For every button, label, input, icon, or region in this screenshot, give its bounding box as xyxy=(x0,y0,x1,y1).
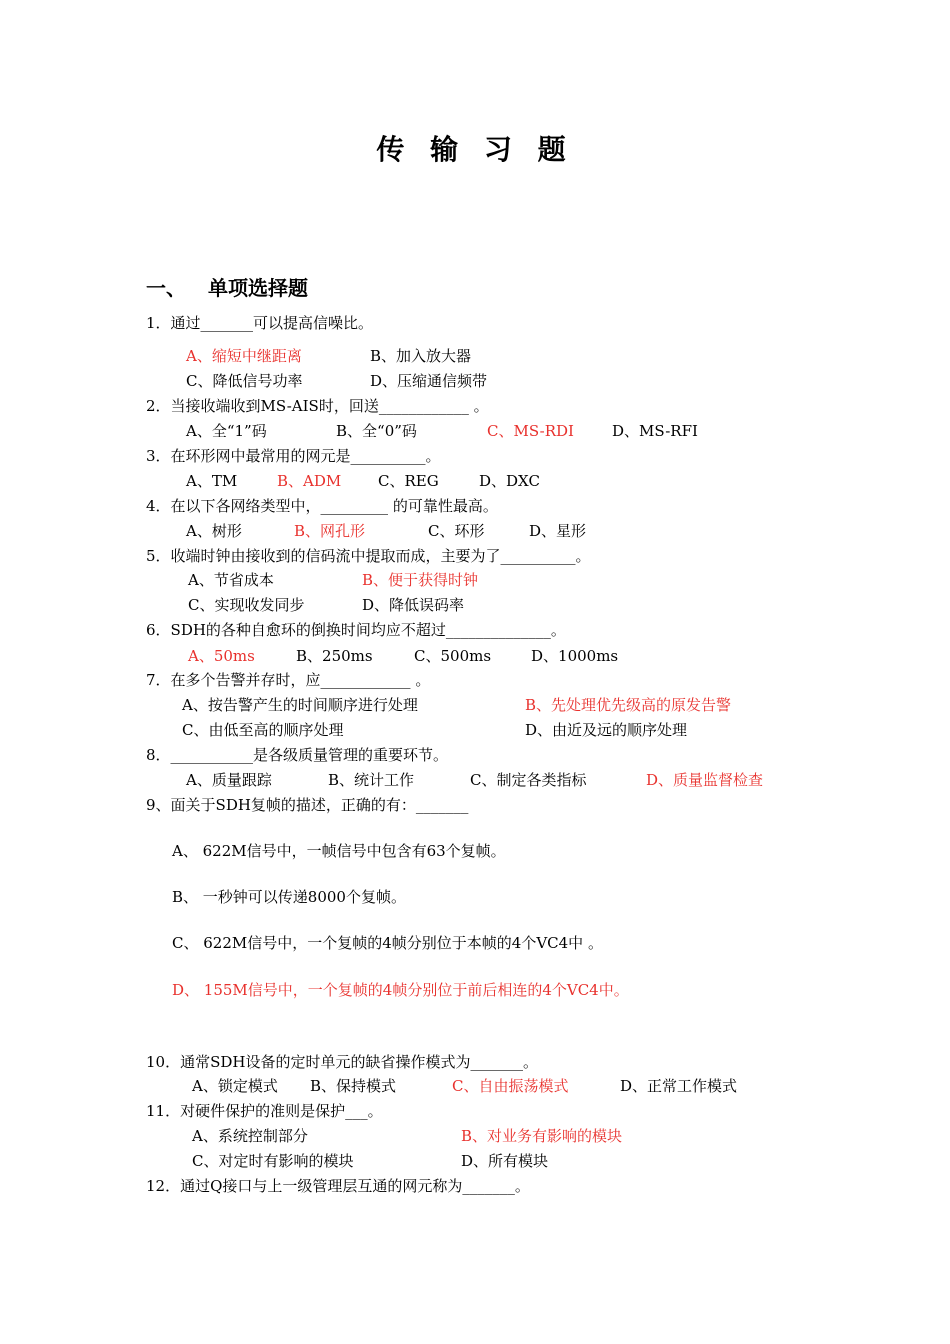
option-a: A、按告警产生的时间顺序进行处理 xyxy=(182,696,418,714)
option-d: D、 155M信号中，一个复帧的4帧分别位于前后相连的4个VC4中。 xyxy=(172,981,629,999)
option-a: A、节省成本 xyxy=(188,571,274,589)
option-a: A、缩短中继距离 xyxy=(186,347,302,365)
option-d: D、压缩通信频带 xyxy=(370,372,488,390)
option-b: B、便于获得时钟 xyxy=(362,571,479,589)
section-title: 单项选择题 xyxy=(208,276,308,300)
option-c: C、 622M信号中，一个复帧的4帧分别位于本帧的4个VC4中 。 xyxy=(172,934,603,952)
question-stem: 5．收端时钟由接收到的信码流中提取而成，主要为了__________。 xyxy=(146,547,591,565)
question-stem: 11．对硬件保护的准则是保护___。 xyxy=(146,1102,383,1120)
option-c: C、MS-RDI xyxy=(487,422,574,440)
option-d: D、1000ms xyxy=(531,647,619,665)
option-a: A、 622M信号中，一帧信号中包含有63个复帧。 xyxy=(172,842,506,860)
option-c: C、实现收发同步 xyxy=(188,596,305,614)
option-c: C、由低至高的顺序处理 xyxy=(182,721,344,739)
option-a: A、系统控制部分 xyxy=(192,1127,308,1145)
option-c: C、对定时有影响的模块 xyxy=(192,1152,354,1170)
option-a: A、全“1”码 xyxy=(186,422,267,440)
option-d: D、所有模块 xyxy=(461,1152,549,1170)
option-b: B、ADM xyxy=(277,472,342,490)
question-stem: 10．通常SDH设备的定时单元的缺省操作模式为_______。 xyxy=(146,1053,538,1071)
option-b: B、保持模式 xyxy=(310,1077,397,1095)
option-a: A、树形 xyxy=(186,522,242,540)
option-d: D、由近及远的顺序处理 xyxy=(525,721,688,739)
question-stem: 1．通过_______可以提高信噪比。 xyxy=(146,314,374,332)
option-d: D、正常工作模式 xyxy=(620,1077,738,1095)
option-b: B、250ms xyxy=(296,647,373,665)
option-b: B、先处理优先级高的原发告警 xyxy=(525,696,732,714)
option-d: D、降低误码率 xyxy=(362,596,465,614)
option-c: C、环形 xyxy=(428,522,485,540)
question-stem: 3．在环形网中最常用的网元是__________。 xyxy=(146,447,441,465)
option-b: B、统计工作 xyxy=(328,771,415,789)
section-heading xyxy=(146,272,308,301)
question-stem: 8．___________是各级质量管理的重要环节。 xyxy=(146,746,449,764)
option-b: B、全“0”码 xyxy=(336,422,417,440)
option-c: C、500ms xyxy=(414,647,492,665)
option-a: A、TM xyxy=(186,472,238,490)
option-b: B、对业务有影响的模块 xyxy=(461,1127,623,1145)
option-d: D、DXC xyxy=(479,472,540,490)
page-title: 传 输 习 题 xyxy=(376,133,574,166)
question-stem: 12．通过Q接口与上一级管理层互通的网元称为_______。 xyxy=(146,1177,530,1195)
question-stem: 6．SDH的各种自愈环的倒换时间均应不超过______________。 xyxy=(146,621,566,639)
option-a: A、50ms xyxy=(188,647,255,665)
option-b: B、网孔形 xyxy=(294,522,366,540)
question-stem: 2．当接收端收到MS-AIS时，回送____________ 。 xyxy=(146,397,489,415)
option-d: D、星形 xyxy=(529,522,587,540)
question-stem: 4．在以下各网络类型中，_________ 的可靠性最高。 xyxy=(146,497,498,515)
option-b: B、加入放大器 xyxy=(370,347,472,365)
option-a: A、锁定模式 xyxy=(192,1077,278,1095)
option-c: C、自由振荡模式 xyxy=(452,1077,569,1095)
option-d: D、MS-RFI xyxy=(612,422,698,440)
section-number: 一、 xyxy=(146,276,186,300)
option-a: A、质量跟踪 xyxy=(186,771,272,789)
option-c: C、REG xyxy=(378,472,439,490)
option-c: C、降低信号功率 xyxy=(186,372,303,390)
question-stem: 7．在多个告警并存时，应____________ 。 xyxy=(146,671,431,689)
question-stem: 9、面关于SDH复帧的描述，正确的有：_______ xyxy=(146,796,469,814)
option-c: C、制定各类指标 xyxy=(470,771,587,789)
option-d: D、质量监督检查 xyxy=(646,771,764,789)
option-b: B、 一秒钟可以传递8000个复帧。 xyxy=(172,888,406,906)
